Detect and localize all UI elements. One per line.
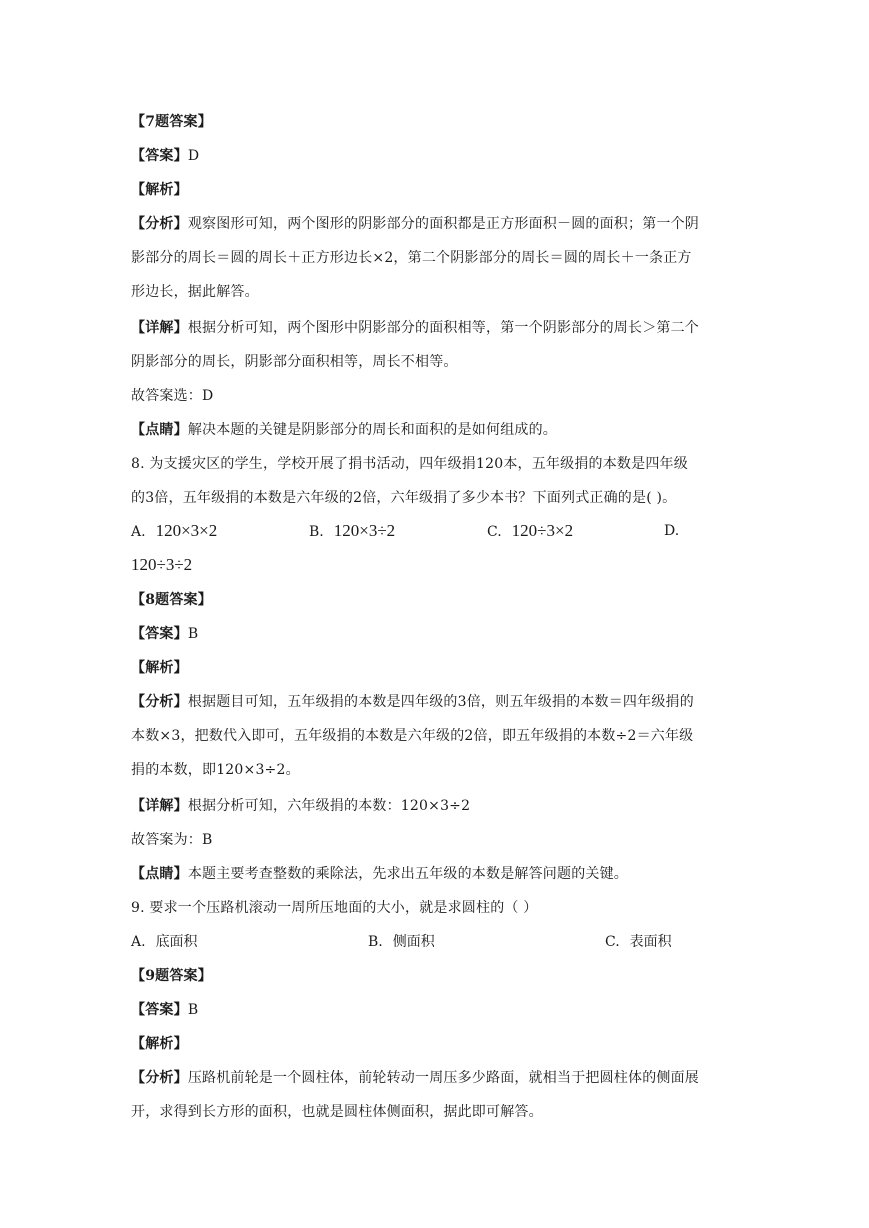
option-text: 侧面积 (392, 934, 435, 950)
q7-fenxi-line-1 (131, 214, 746, 234)
q8-option-d-expression (131, 555, 192, 576)
q7-fenxi-line-2: 影部分的周长＝圆的周长＋正方形边长×2，第二个阴影部分的周长＝圆的周长＋一条正方 (131, 250, 692, 266)
xiangjie-tag: 【详解】 (131, 798, 188, 814)
option-expression: 120×3÷2 (333, 521, 396, 540)
fenxi-tag: 【分析】 (131, 216, 188, 232)
q8-xiangjie-line-1 (131, 796, 746, 816)
option-expression: 120÷3÷2 (131, 555, 193, 574)
answer-value: B (187, 1002, 199, 1018)
q7-dianjing-line (131, 420, 746, 440)
q7-xiangjie-line-2: 阴影部分的周长，阴影部分面积相等，周长不相等。 (131, 354, 458, 370)
option-label: A. (131, 934, 146, 950)
q8-stem-line-2: 的3倍，五年级捐的本数是六年级的2倍，六年级捐了多少本书？下面列式正确的是( )。 (131, 490, 677, 506)
q7-xiangjie-line-1 (131, 318, 746, 338)
q8-option-c (487, 521, 573, 542)
answer-tag: 【答案】 (131, 148, 188, 164)
dianjing-text: 本题主要考查整数的乘除法，先求出五年级的本数是解答问题的关键。 (187, 866, 629, 882)
fenxi-text: 压路机前轮是一个圆柱体，前轮转动一周压多少路面，就相当于把圆柱体的侧面展 (187, 1070, 700, 1086)
q8-option-a (131, 521, 217, 542)
option-label: C. (487, 524, 502, 540)
xiangjie-tag: 【详解】 (131, 320, 188, 336)
q9-option-c (605, 932, 672, 952)
option-text: 底面积 (155, 934, 198, 950)
option-text: 表面积 (629, 934, 672, 950)
q7-answer-header: 【7题答案】 (131, 114, 212, 130)
q9-option-a (131, 932, 198, 952)
q7-fenxi-line-3: 形边长，据此解答。 (131, 284, 259, 300)
dianjing-tag: 【点睛】 (131, 422, 188, 438)
q8-fenxi-line-1 (131, 692, 746, 712)
q8-fenxi-line-2: 本数×3，把数代入即可，五年级捐的本数是六年级的2倍，即五年级捐的本数÷2＝六年级 (131, 728, 694, 744)
xiangjie-text: 根据分析可知，两个图形中阴影部分的面积相等，第一个阴影部分的周长＞第二个 (187, 320, 700, 336)
dianjing-text: 解决本题的关键是阴影部分的周长和面积的是如何组成的。 (187, 422, 558, 438)
q8-analysis-header: 【解析】 (131, 660, 188, 676)
q8-fenxi-line-3: 捐的本数，即120×3÷2。 (131, 762, 300, 778)
answer-value: B (187, 626, 199, 642)
q7-choose: 故答案选：D (131, 388, 214, 404)
q8-answer-header: 【8题答案】 (131, 592, 212, 608)
q9-fenxi-line-1 (131, 1068, 746, 1088)
q7-analysis-header: 【解析】 (131, 182, 188, 198)
q9-answer-header: 【9题答案】 (131, 968, 212, 984)
option-expression: 120÷3×2 (511, 521, 574, 540)
option-label: B. (368, 934, 383, 950)
q9-option-b (368, 932, 435, 952)
q8-stem-line-1: 8. 为支援灾区的学生，学校开展了捐书活动，四年级捐120本，五年级捐的本数是四年级 (131, 456, 688, 472)
fenxi-tag: 【分析】 (131, 1070, 188, 1086)
q8-choose: 故答案为：B (131, 832, 213, 848)
q8-option-d-label: D. (664, 523, 680, 539)
option-label: A. (131, 524, 146, 540)
answer-value: D (187, 148, 200, 164)
xiangjie-text: 根据分析可知，六年级捐的本数：120×3÷2 (187, 798, 471, 814)
q9-answer-line (131, 1000, 746, 1020)
answer-tag: 【答案】 (131, 626, 188, 642)
q8-dianjing-line (131, 864, 746, 884)
answer-tag: 【答案】 (131, 1002, 188, 1018)
q8-option-b (309, 521, 395, 542)
q9-fenxi-line-2: 开，求得到长方形的面积，也就是圆柱体侧面积，据此即可解答。 (131, 1104, 543, 1120)
q9-stem: 9. 要求一个压路机滚动一周所压地面的大小，就是求圆柱的（ ） (131, 900, 538, 916)
option-expression: 120×3×2 (155, 521, 218, 540)
fenxi-tag: 【分析】 (131, 694, 188, 710)
fenxi-text: 根据题目可知，五年级捐的本数是四年级的3倍，则五年级捐的本数＝四年级捐的 (187, 694, 694, 710)
q7-answer-line (131, 146, 746, 166)
q8-answer-line (131, 624, 746, 644)
option-label: C. (605, 934, 620, 950)
q9-analysis-header: 【解析】 (131, 1036, 188, 1052)
option-label: B. (309, 524, 324, 540)
dianjing-tag: 【点睛】 (131, 866, 188, 882)
fenxi-text: 观察图形可知，两个图形的阴影部分的面积都是正方形面积－圆的面积；第一个阴 (187, 216, 700, 232)
